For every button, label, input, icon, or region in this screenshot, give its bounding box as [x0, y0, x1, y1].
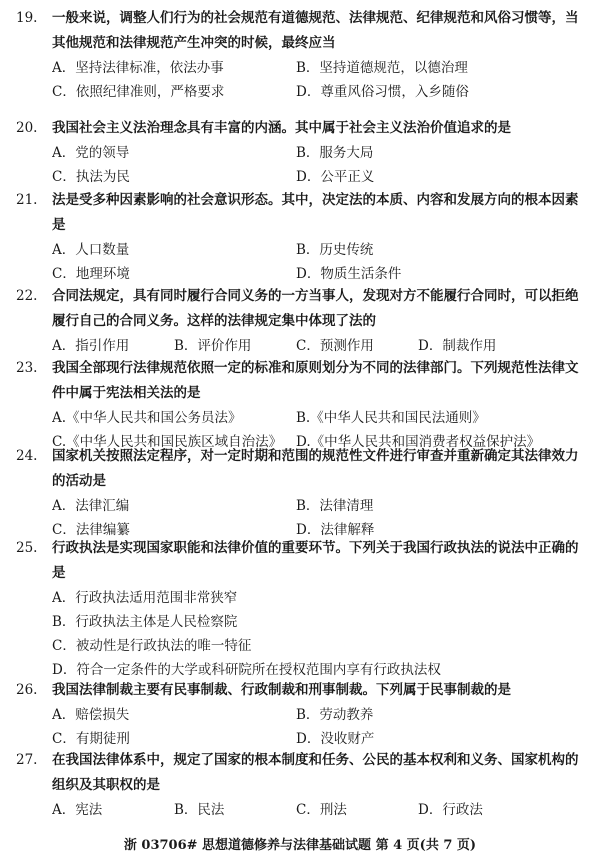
question-stem: 我国全部现行法律规范依照一定的标准和原则划分为不同的法律部门。下列规范性法律文件中属于宪法相关法的是 — [52, 360, 579, 401]
option-list — [52, 586, 586, 682]
option-a: A．行政执法适用范围非常狭窄 — [52, 590, 238, 606]
option-a: A．指引作用 — [52, 338, 130, 354]
option-list — [52, 494, 586, 542]
question-20 — [14, 116, 586, 189]
option-b: B．历史传统 — [296, 242, 374, 258]
option-b: B．民法 — [174, 802, 225, 818]
option-a: A．赔偿损失 — [52, 707, 130, 723]
question-stem: 国家机关按照法定程序，对一定时期和范围的规范性文件进行审查并重新确定其法律效力的活动是 — [52, 448, 579, 489]
question-number: 27. — [16, 752, 38, 768]
question-23 — [14, 356, 586, 454]
option-a: A．党的领导 — [52, 145, 130, 161]
option-b: B．评价作用 — [174, 338, 252, 354]
question-stem: 一般来说，调整人们行为的社会规范有道德规范、法律规范、纪律规范和风俗习惯等，当其他规范和法律规范产生冲突的时候，最终应当 — [52, 10, 579, 51]
option-d: D．行政法 — [418, 802, 483, 818]
option-d: D.《中华人民共和国消费者权益保护法》 — [296, 434, 540, 450]
option-c: C.《中华人民共和国民族区域自治法》 — [52, 434, 283, 450]
question-stem: 我国社会主义法治理念具有丰富的内涵。其中属于社会主义法治价值追求的是 — [52, 120, 511, 136]
question-stem: 我国法律制裁主要有民事制裁、行政制裁和刑事制裁。下列属于民事制裁的是 — [52, 682, 511, 698]
question-number: 22. — [16, 288, 38, 304]
question-number: 23. — [16, 360, 38, 376]
question-number: 25. — [16, 540, 38, 556]
option-d: D．制裁作用 — [418, 338, 497, 354]
question-number: 24. — [16, 448, 38, 464]
option-c: C．有期徒刑 — [52, 731, 130, 747]
option-d: D．符合一定条件的大学或科研院所在授权范围内享有行政执法权 — [52, 662, 441, 678]
option-list — [52, 798, 586, 822]
question-25 — [14, 536, 586, 682]
option-d: D．公平正义 — [296, 169, 375, 185]
option-list — [52, 141, 586, 189]
question-stem: 在我国法律体系中，规定了国家的根本制度和任务、公民的基本权利和义务、国家机构的组织及其职权的是 — [52, 752, 579, 793]
option-d: D．没收财产 — [296, 731, 375, 747]
option-list — [52, 238, 586, 286]
option-c: C．预测作用 — [296, 338, 374, 354]
option-list — [52, 56, 586, 104]
option-list — [52, 703, 586, 751]
option-a: A．坚持法律标准，依法办事 — [52, 60, 224, 76]
option-d: D．物质生活条件 — [296, 266, 402, 282]
option-b: B．行政执法主体是人民检察院 — [52, 614, 238, 630]
question-19 — [14, 6, 586, 104]
option-b: B．法律清理 — [296, 498, 374, 514]
option-b: B．劳动教养 — [296, 707, 374, 723]
option-d: D．法律解释 — [296, 522, 375, 538]
question-21 — [14, 188, 586, 286]
question-27 — [14, 748, 586, 822]
question-number: 21. — [16, 192, 38, 208]
option-c: C．依照纪律准则，严格要求 — [52, 84, 225, 100]
question-22 — [14, 284, 586, 358]
question-number: 26. — [16, 682, 38, 698]
question-number: 19. — [16, 10, 38, 26]
option-a: A．宪法 — [52, 802, 103, 818]
question-26 — [14, 678, 586, 751]
page-footer: 浙 03706# 思想道德修养与法律基础试题 第 4 页(共 7 页) — [123, 838, 477, 853]
option-c: C．刑法 — [296, 802, 347, 818]
option-list — [52, 334, 586, 358]
question-number: 20. — [16, 120, 38, 136]
option-c: C．被动性是行政执法的唯一特征 — [52, 638, 252, 654]
question-stem: 法是受多种因素影响的社会意识形态。其中，决定法的本质、内容和发展方向的根本因素是 — [52, 192, 579, 233]
option-a: A.《中华人民共和国公务员法》 — [52, 410, 242, 426]
option-b: B．服务大局 — [296, 145, 374, 161]
option-c: C．执法为民 — [52, 169, 130, 185]
question-24 — [14, 444, 586, 542]
option-c: C．地理环境 — [52, 266, 130, 282]
option-b: B.《中华人民共和国民法通则》 — [296, 410, 486, 426]
option-a: A．人口数量 — [52, 242, 130, 258]
option-d: D．尊重风俗习惯，入乡随俗 — [296, 84, 469, 100]
option-a: A．法律汇编 — [52, 498, 130, 514]
option-b: B．坚持道德规范，以德治理 — [296, 60, 468, 76]
question-stem: 行政执法是实现国家职能和法律价值的重要环节。下列关于我国行政执法的说法中正确的是 — [52, 540, 579, 581]
option-c: C．法律编纂 — [52, 522, 130, 538]
question-stem: 合同法规定，具有同时履行合同义务的一方当事人，发现对方不能履行合同时，可以拒绝履行自己的合同义务。这样的法律规定集中体现了法的 — [52, 288, 579, 329]
